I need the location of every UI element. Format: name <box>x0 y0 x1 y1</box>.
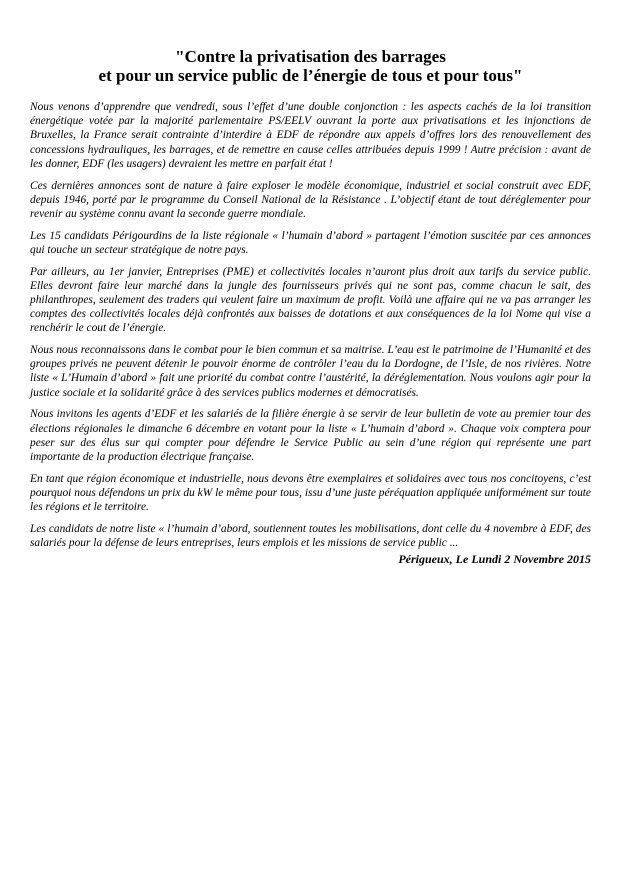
paragraph-mobilisation: Les candidats de notre liste « l’humain d’abord, soutiennent toutes les mobilisations, dont celle du 4 novembre à EDF, des salariés pour la défense de leurs entreprises, leurs emplois et les missions de service public ... <box>30 522 591 549</box>
title-line-1: "Contre la privatisation des barrages <box>175 47 446 66</box>
paragraph-solidarity: En tant que région économique et industrielle, nous devons être exemplaires et solidaires avec tous nos concitoyens, c’est pourquoi nous défendons un prix du kW le même pour tous, issu d’une juste péréquation appliquée uniformément sur toute les régions et le territoire. <box>30 472 591 514</box>
document-title <box>30 47 591 85</box>
paragraph-common-good: Nous nous reconnaissons dans le combat pour le bien commun et sa maitrise. L’eau est le patrimoine de l’Humanité et des groupes privés ne peuvent détenir le pouvoir énorme de contrôler l’eau du la Dordogne, de l’Isle, de nos rivières. Notre liste « L’Humain d’abord » fait une priorité du combat contre l’austérité, la déréglementation. Nous voulons agir pour la justice sociale et la solidarité grâce à des services publics modernes et démocratisés. <box>30 344 591 399</box>
paragraph-candidates: Les 15 candidats Périgourdins de la liste régionale « l’humain d’abord » partagent l’émotion suscitée par ces annonces qui touche un secteur stratégique de notre pays. <box>30 229 591 256</box>
paragraph-vote-invitation: Nous invitons les agents d’EDF et les salariés de la filière énergie à se servir de leur bulletin de vote au premier tour des élections régionales le dimanche 6 décembre en votant pour la liste « L’humain d’abord ». Chaque voix comptera pour peser sur des élus sur qui compter pour défendre le Service Public au sein d’une région qui représente une part importante de la production électrique française. <box>30 408 591 463</box>
document-page <box>30 47 591 566</box>
signature-date: Périgueux, Le Lundi 2 Novembre 2015 <box>398 551 591 566</box>
paragraph-intro: Nous venons d’apprendre que vendredi, sous l’effet d’une double conjonction : les aspects cachés de la loi transition énergétique votée par la majorité parlementaire PS/EELV ouvrant la porte aux privatisations et les injonctions de Bruxelles, la France serait contrainte d’interdire à EDF de répondre aux appels d’offres lors des renouvellement des concessions hydrauliques, les barrages, et de remettre en cause celles attribuées depuis 1999 ! Autre précision : avant de les donner, EDF (les usagers) devraient les mettre en parfait état ! <box>30 101 591 170</box>
title-line-2: et pour un service public de l’énergie de tous et pour tous" <box>98 66 523 85</box>
paragraph-tariffs: Par ailleurs, au 1er janvier, Entreprises (PME) et collectivités locales n’auront plus droit aux tarifs du service public. Elles devront faire leur marché dans la jungle des fournisseurs privés qui ne sont pas, comme chacun le sait, des philanthropes, seulement des traders qui veulent faire un maximum de profit. Voilà une affaire qui ne va pas arranger les comptes des collectivités locales déjà confrontés aux baisses de dotations et aux conséquences de la loi Nome qui vise a renchérir le cout de l’énergie. <box>30 265 591 335</box>
paragraph-model: Ces dernières annonces sont de nature à faire exploser le modèle économique, industriel et social construit avec EDF, depuis 1946, porté par le programme du Conseil National de la Résistance . L’objectif étant de tout déréglementer pour revenir au système connu avant la seconde guerre mondiale. <box>30 179 591 220</box>
